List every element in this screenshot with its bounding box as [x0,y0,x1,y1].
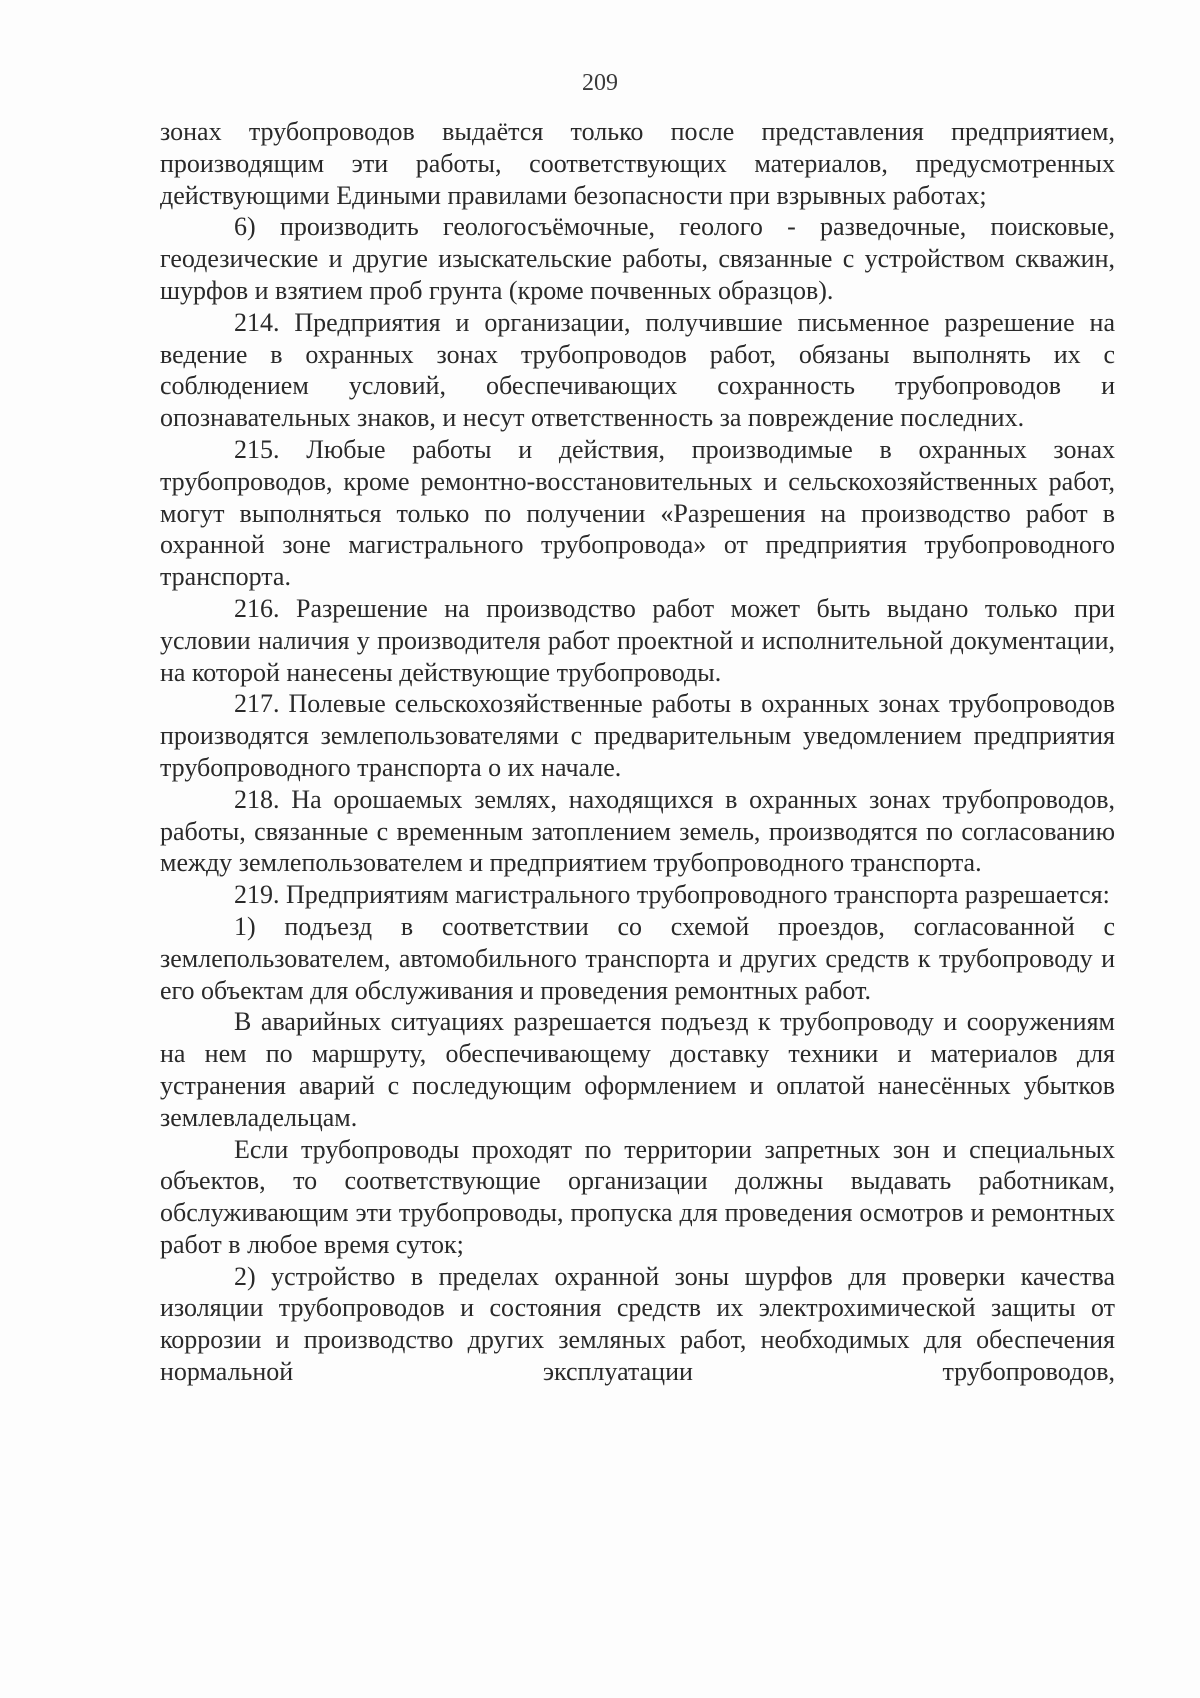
paragraph: 6) производить геологосъёмочные, геолого - разведочные, поисковые, геодезические и другие изыскательские работы, связанные с устройством скважин, шурфов и взятием проб грунта (кроме почвенных образцов). [160,212,1115,305]
paragraph: 216. Разрешение на производство работ может быть выдано только при условии наличия у производителя работ проектной и исполнительной документации, на которой нанесены действующие трубопроводы. [160,593,1115,687]
document-text-body [160,116,1115,1388]
paragraph: 1) подъезд в соответствии со схемой проездов, согласованной с землепользователем, автомобильного транспорта и других средств к трубопроводу и его объектам для обслуживания и проведения ремонтных работ. [160,911,1115,1005]
paragraph: 219. Предприятиям магистрального трубопроводного транспорта разрешается: [234,880,1110,910]
paragraph: В аварийных ситуациях разрешается подъезд к трубопроводу и сооружениям на нем по маршруту, обеспечивающему доставку техники и материалов для устранения аварий с последующим оформлением и оплатой нанесённых убытков землевладельцам. [160,1007,1115,1132]
paragraph: зонах трубопроводов выдаётся только после представления предприятием, производящим эти работы, соответствующих материалов, предусмотренных действующими Едиными правилами безопасности при взрывных работах; [160,117,1115,210]
paragraph: Если трубопроводы проходят по территории запретных зон и специальных объектов, то соответствующие организации должны выдавать работникам, обслуживающим эти трубопроводы, пропуска для проведения осмотров и ремонтных работ в любое время суток; [160,1134,1115,1259]
paragraph: 215. Любые работы и действия, производимые в охранных зонах трубопроводов, кроме ремонтно-восстановительных и сельскохозяйственных работ, могут выполняться только по получении «Разрешения на производство работ в охранной зоне магистрального трубопровода» от предприятия трубопроводного транспорта. [160,434,1115,592]
paragraph: 214. Предприятия и организации, получившие письменное разрешение на ведение в охранных зонах трубопроводов работ, обязаны выполнять их с соблюдением условий, обеспечивающих сохранность трубопроводов и опознавательных знаков, и несут ответственность за повреждение последних. [160,307,1115,433]
paragraph: 2) устройство в пределах охранной зоны шурфов для проверки качества изоляции трубопроводов и состояния средств их электрохимической защиты от коррозии и производство других земляных работ, необходимых для обеспечения нормальной эксплуатации трубопроводов, [160,1261,1115,1387]
paragraph: 218. На орошаемых землях, находящихся в охранных зонах трубопроводов, работы, связанные с временным затоплением земель, производятся по согласованию между землепользователем и предприятием трубопроводного транспорта. [160,784,1115,878]
page-number: 209 [582,70,618,96]
paragraph: 217. Полевые сельскохозяйственные работы в охранных зонах трубопроводов производятся землепользователями с предварительным уведомлением предприятия трубопроводного транспорта о их начале. [160,689,1115,782]
